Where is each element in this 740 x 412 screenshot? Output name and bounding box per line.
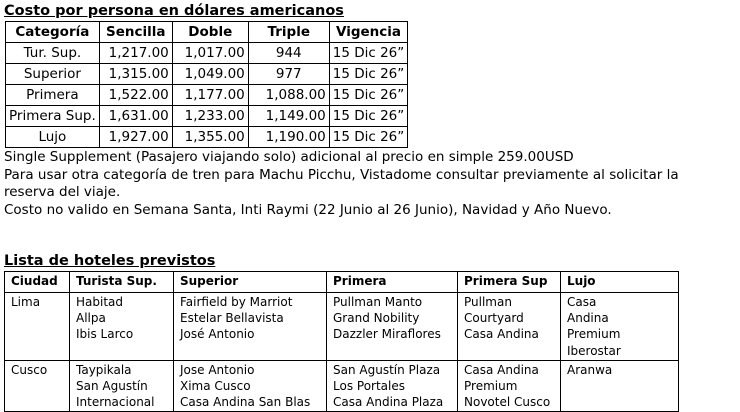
hotel-name: Ibis Larco <box>76 327 134 342</box>
hotel-name: Pullman <box>464 295 512 309</box>
cost-cell-doble: 1,049.00 <box>172 64 248 85</box>
hotel-cell-lujo <box>561 360 679 412</box>
hotel-name: Novotel Cusco <box>464 395 551 410</box>
cost-cell-vigencia: 15 Dic 26” <box>329 64 408 85</box>
header-superior: Superior <box>174 272 327 293</box>
hotel-city: Cusco <box>5 360 70 412</box>
cost-table <box>5 21 408 148</box>
cost-cell-category: Superior <box>6 64 100 85</box>
hotel-name: Casa Andina San Blas <box>180 395 311 410</box>
cost-cell-sencilla: 1,217.00 <box>99 43 172 64</box>
cost-table-title: Costo por persona en dólares americanos <box>4 3 344 19</box>
hotel-name: Estelar Bellavista <box>180 311 284 326</box>
cost-cell-vigencia: 15 Dic 26” <box>329 127 408 148</box>
cost-row <box>6 106 408 127</box>
header-doble: Doble <box>172 22 248 43</box>
hotel-name: Dazzler Miraflores <box>333 327 441 342</box>
hotel-name: Los Portales <box>333 379 405 394</box>
hotel-name: Taypikala <box>76 362 132 377</box>
cost-table-header-row <box>6 22 408 43</box>
hotel-name: Xima Cusco <box>180 379 251 394</box>
hotel-cell-primera <box>327 293 458 361</box>
cost-cell-category: Primera Sup. <box>6 106 100 127</box>
hotel-table-header-row <box>5 272 679 293</box>
cost-cell-sencilla: 1,927.00 <box>99 127 172 148</box>
cost-cell-sencilla: 1,522.00 <box>99 85 172 106</box>
cost-cell-vigencia: 15 Dic 26” <box>329 106 408 127</box>
cost-cell-triple: 1,149.00 <box>248 106 329 127</box>
cost-cell-doble: 1,355.00 <box>172 127 248 148</box>
cost-cell-vigencia: 15 Dic 26” <box>329 85 408 106</box>
hotel-name: Casa Andina <box>464 327 539 342</box>
hotel-name: Jose Antonio <box>180 362 255 377</box>
cost-cell-sencilla: 1,631.00 <box>99 106 172 127</box>
cost-cell-doble: 1,177.00 <box>172 85 248 106</box>
hotel-name: Allpa <box>76 311 106 326</box>
cost-cell-sencilla: 1,315.00 <box>99 64 172 85</box>
header-sencilla: Sencilla <box>99 22 172 43</box>
hotel-table <box>4 271 679 412</box>
hotel-name: Fairfield by Marriot <box>180 295 293 309</box>
hotel-name: Casa Andina <box>464 362 539 377</box>
hotel-name: Casa Andina Plaza <box>333 395 444 410</box>
header-turista-sup: Turista Sup. <box>70 272 174 293</box>
hotel-name: Iberostar <box>567 343 621 358</box>
hotel-name: Premium <box>464 379 518 394</box>
cost-row <box>6 43 408 64</box>
hotel-list-title: Lista de hoteles previstos <box>4 253 216 269</box>
header-lujo: Lujo <box>561 272 679 293</box>
header-vigencia: Vigencia <box>329 22 408 43</box>
hotel-cell-superior <box>174 360 327 412</box>
cost-cell-category: Primera <box>6 85 100 106</box>
cost-row <box>6 64 408 85</box>
cost-cell-triple: 977 <box>248 64 329 85</box>
cost-cell-doble: 1,233.00 <box>172 106 248 127</box>
cost-cell-doble: 1,017.00 <box>172 43 248 64</box>
cost-cell-triple: 1,190.00 <box>248 127 329 148</box>
note-single-supplement: Single Supplement (Pasajero viajando solo) adicional al precio en simple 259.00USD <box>4 149 574 165</box>
hotel-name: Grand Nobility <box>333 311 420 326</box>
header-primera: Primera <box>327 272 458 293</box>
note-train-category: Para usar otra categoría de tren para Machu Picchu, Vistadome consultar previamente al solicitar la reserva del viaje. <box>4 166 679 200</box>
hotel-cell-turista-sup <box>70 360 174 412</box>
hotel-name: Internacional <box>76 395 155 410</box>
hotel-cell-superior <box>174 293 327 361</box>
hotel-name: Casa <box>567 295 597 309</box>
header-primera-sup: Primera Sup <box>458 272 561 293</box>
hotel-name: San Agustín <box>76 379 148 394</box>
cost-cell-vigencia: 15 Dic 26” <box>329 43 408 64</box>
header-categoria: Categoría <box>6 22 100 43</box>
header-triple: Triple <box>248 22 329 43</box>
hotel-name: Premium <box>567 327 621 342</box>
cost-cell-triple: 944 <box>248 43 329 64</box>
hotel-name: San Agustín Plaza <box>333 362 441 377</box>
hotel-name: Pullman Manto <box>333 295 423 309</box>
note-exclusions: Costo no valido en Semana Santa, Inti Raymi (22 Junio al 26 Junio), Navidad y Año Nuevo. <box>4 201 612 218</box>
hotel-cell-primera <box>327 360 458 412</box>
cost-cell-triple: 1,088.00 <box>248 85 329 106</box>
hotel-row-lima <box>5 293 679 361</box>
header-ciudad: Ciudad <box>5 272 70 293</box>
cost-cell-category: Lujo <box>6 127 100 148</box>
hotel-city: Lima <box>5 293 70 361</box>
hotel-cell-primera-sup <box>458 293 561 361</box>
hotel-cell-primera-sup <box>458 360 561 412</box>
hotel-name: Andina <box>567 311 609 326</box>
hotel-cell-lujo <box>561 293 679 361</box>
cost-row <box>6 85 408 106</box>
hotel-name: Courtyard <box>464 311 524 326</box>
hotel-cell-turista-sup <box>70 293 174 361</box>
cost-row <box>6 127 408 148</box>
hotel-name: Aranwa <box>567 362 613 377</box>
cost-cell-category: Tur. Sup. <box>6 43 100 64</box>
hotel-name: José Antonio <box>180 327 255 342</box>
hotel-name: Habitad <box>76 295 124 309</box>
hotel-row-cusco <box>5 360 679 412</box>
notes <box>4 149 704 219</box>
